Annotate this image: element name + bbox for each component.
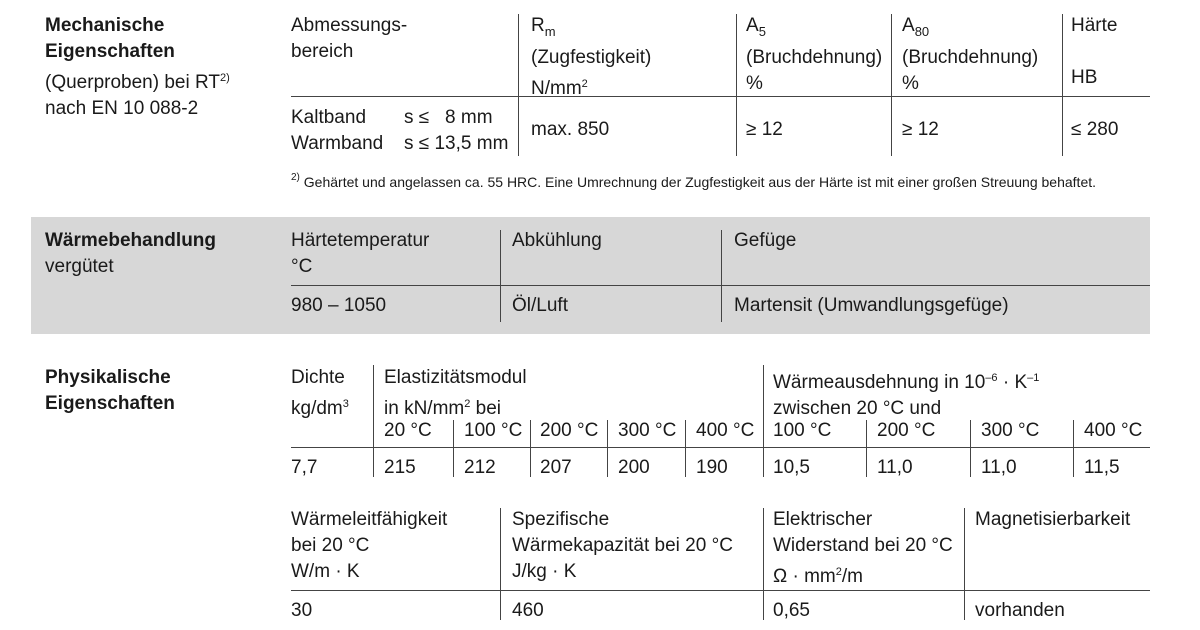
phys2-divider-3: [964, 508, 965, 620]
mech-header-rm-unit: [531, 71, 651, 102]
heat-value-temp: 980 – 1050: [291, 295, 387, 316]
mech-header-a5-desc: (Bruchdehnung): [746, 47, 883, 68]
elastic-temp-4: 300 °C: [618, 420, 677, 441]
phys-title-line1: Physikalische: [45, 367, 171, 388]
density-unit: [291, 391, 349, 422]
expansion-value-4: 11,5: [1084, 457, 1120, 478]
mech-subtitle-line2: nach EN 10 088-2: [45, 98, 199, 119]
expansion-temp-1: 100 °C: [773, 420, 832, 441]
phys-divider-expansion-1: [866, 420, 867, 477]
mech-divider-2: [736, 14, 737, 156]
phys-section-label: [45, 365, 175, 417]
elastic-temp-1: 20 °C: [384, 420, 432, 441]
phys-divider-density: [373, 365, 374, 477]
mech-value-rm: max. 850: [531, 119, 610, 140]
elastic-label: Elastizitätsmodul: [384, 367, 527, 388]
capacity-value: 460: [512, 600, 544, 621]
expansion-range-label: zwischen 20 °C und: [773, 398, 942, 419]
capacity-condition: Wärmekapazität bei 20 °C: [512, 535, 733, 556]
resistance-unit: [773, 559, 953, 590]
expansion-value-2: 11,0: [877, 457, 913, 478]
phys-divider-elastic-2: [530, 420, 531, 477]
phys-divider-elastic-1: [453, 420, 454, 477]
density-label: Dichte: [291, 367, 345, 388]
expansion-label-mid: · K: [997, 372, 1028, 393]
mech-divider-3: [891, 14, 892, 156]
elastic-temp-3: 200 °C: [540, 420, 599, 441]
resistance-unit-sup: 2: [835, 566, 842, 578]
density-unit-text: kg/dm: [291, 398, 343, 419]
heat-value-structure: Martensit (Umwandlungsgefüge): [734, 295, 1009, 316]
heat-divider-2: [721, 230, 722, 322]
elastic-value-1: 215: [384, 457, 416, 478]
mech-value-a80: ≥ 12: [902, 119, 939, 140]
rm-symbol: R: [531, 15, 545, 36]
conductivity-condition: bei 20 °C: [291, 535, 370, 556]
heat-header-temp: [291, 228, 429, 280]
elastic-unit-sup: 2: [464, 398, 471, 410]
mech-row-warmband: [291, 131, 508, 157]
elastic-value-2: 212: [464, 457, 496, 478]
elastic-unit-post: bei: [470, 398, 501, 419]
phys2-header-rule: [291, 590, 1150, 591]
mech-header-rm-desc: (Zugfestigkeit): [531, 47, 652, 68]
phys-header-resistance: [773, 507, 953, 590]
mech-row-kaltband: [291, 105, 508, 131]
mech-footnote-ref: 2): [219, 72, 230, 84]
mech-value-a5: ≥ 12: [746, 119, 783, 140]
kaltband-size: s ≤ 8 mm: [404, 107, 493, 128]
phys-header-elastic: [384, 365, 527, 422]
mech-section-label: [45, 13, 230, 122]
density-value: 7,7: [291, 457, 318, 478]
expansion-temp-4: 400 °C: [1084, 420, 1143, 441]
conductivity-unit: W/m · K: [291, 561, 360, 582]
mech-subtitle-text: (Querproben) bei RT: [45, 72, 220, 93]
phys-header-rule: [291, 447, 1150, 448]
warmband-label: Warmband: [291, 133, 384, 154]
phys2-divider-2: [763, 508, 764, 620]
a5-subscript: 5: [758, 24, 766, 39]
expansion-exp1: –6: [985, 372, 998, 384]
mech-header-a5-symbol: [746, 13, 882, 45]
mech-header-rm-symbol: [531, 13, 651, 45]
elastic-value-5: 190: [696, 457, 728, 478]
expansion-temp-3: 300 °C: [981, 420, 1040, 441]
resistance-value: 0,65: [773, 600, 810, 621]
warmband-size: s ≤ 13,5 mm: [404, 133, 509, 154]
heat-header-temp-line1: Härtetemperatur: [291, 230, 430, 251]
magnet-label: Magnetisierbarkeit: [975, 509, 1131, 530]
heat-subtitle: vergütet: [45, 256, 114, 277]
footnote-mark: 2): [291, 172, 300, 183]
rm-unit-sup: 2: [581, 78, 588, 90]
expansion-exp2: –1: [1027, 372, 1040, 384]
mech-header-a5: [746, 13, 882, 97]
heat-section-label: [45, 228, 216, 280]
heat-header-structure: Gefüge: [734, 230, 797, 251]
heat-title: Wärmebehandlung: [45, 230, 217, 251]
phys-header-expansion: [773, 365, 1039, 422]
heat-divider-1: [500, 230, 501, 322]
mech-header-range-line1: Abmessungs-: [291, 15, 408, 36]
mech-divider-1: [518, 14, 519, 156]
mech-header-hardness-unit: HB: [1071, 67, 1098, 88]
heat-value-cooling: Öl/Luft: [512, 295, 568, 316]
capacity-label: Spezifische: [512, 509, 610, 530]
mech-header-rm: [531, 13, 651, 102]
a80-symbol: A: [902, 15, 915, 36]
mech-header-hardness-label: Härte: [1071, 15, 1118, 36]
resistance-unit-text: Ω · mm: [773, 566, 836, 587]
magnet-value: vorhanden: [975, 600, 1065, 621]
elastic-temp-2: 100 °C: [464, 420, 523, 441]
expansion-value-3: 11,0: [981, 457, 1017, 478]
mech-header-range: [291, 13, 407, 65]
phys-divider-expansion-3: [1073, 420, 1074, 477]
footnote-text: Gehärtet und angelassen ca. 55 HRC. Eine Umrechnung der Zugfestigkeit aus der Härte ist mit einer großen Streuung behaftet.: [303, 174, 1097, 190]
phys-header-density: [291, 365, 349, 422]
mech-footnote: [291, 172, 1096, 190]
mech-header-a80-symbol: [902, 13, 1038, 45]
phys-divider-expansion-2: [970, 420, 971, 477]
mech-subtitle-line1: [45, 65, 230, 96]
kaltband-label: Kaltband: [291, 107, 367, 128]
mech-row-range: [291, 105, 508, 157]
heat-header-cooling: Abkühlung: [512, 230, 602, 251]
capacity-unit: J/kg · K: [512, 561, 577, 582]
phys-title-line2: Eigenschaften: [45, 393, 175, 414]
expansion-value-1: 10,5: [773, 457, 810, 478]
elastic-unit-text: in kN/mm: [384, 398, 465, 419]
mech-header-rule: [291, 96, 1150, 97]
conductivity-value: 30: [291, 600, 313, 621]
expansion-label-text: Wärmeausdehnung in 10: [773, 372, 986, 393]
a80-subscript: 80: [914, 24, 930, 39]
mech-header-a80-unit: %: [902, 73, 919, 94]
mech-header-a80: [902, 13, 1038, 97]
mech-value-hardness: ≤ 280: [1071, 119, 1119, 140]
phys-divider-elastic-3: [607, 420, 608, 477]
mech-header-range-line2: bereich: [291, 41, 354, 62]
resistance-condition: Widerstand bei 20 °C: [773, 535, 953, 556]
density-unit-sup: 3: [342, 398, 349, 410]
mech-header-hardness: [1071, 13, 1117, 91]
phys-header-conductivity: [291, 507, 447, 585]
expansion-label: [773, 365, 1039, 396]
mech-title-line2: Eigenschaften: [45, 41, 175, 62]
expansion-temp-2: 200 °C: [877, 420, 936, 441]
phys-header-capacity: [512, 507, 733, 585]
resistance-unit-post: /m: [841, 566, 863, 587]
conductivity-label: Wärmeleitfähigkeit: [291, 509, 448, 530]
phys-divider-expansion: [763, 365, 764, 477]
phys-header-magnet: [975, 507, 1130, 533]
rm-subscript: m: [544, 24, 556, 39]
elastic-temp-5: 400 °C: [696, 420, 755, 441]
phys-divider-elastic-4: [685, 420, 686, 477]
heat-header-temp-unit: °C: [291, 256, 313, 277]
mech-header-a5-unit: %: [746, 73, 763, 94]
rm-unit: N/mm: [531, 78, 582, 99]
mech-divider-4: [1062, 14, 1063, 156]
resistance-label: Elektrischer: [773, 509, 873, 530]
mech-title-line1: Mechanische: [45, 15, 165, 36]
phys2-divider-1: [500, 508, 501, 620]
elastic-value-3: 207: [540, 457, 572, 478]
elastic-value-4: 200: [618, 457, 650, 478]
a5-symbol: A: [746, 15, 759, 36]
mech-header-a80-desc: (Bruchdehnung): [902, 47, 1039, 68]
